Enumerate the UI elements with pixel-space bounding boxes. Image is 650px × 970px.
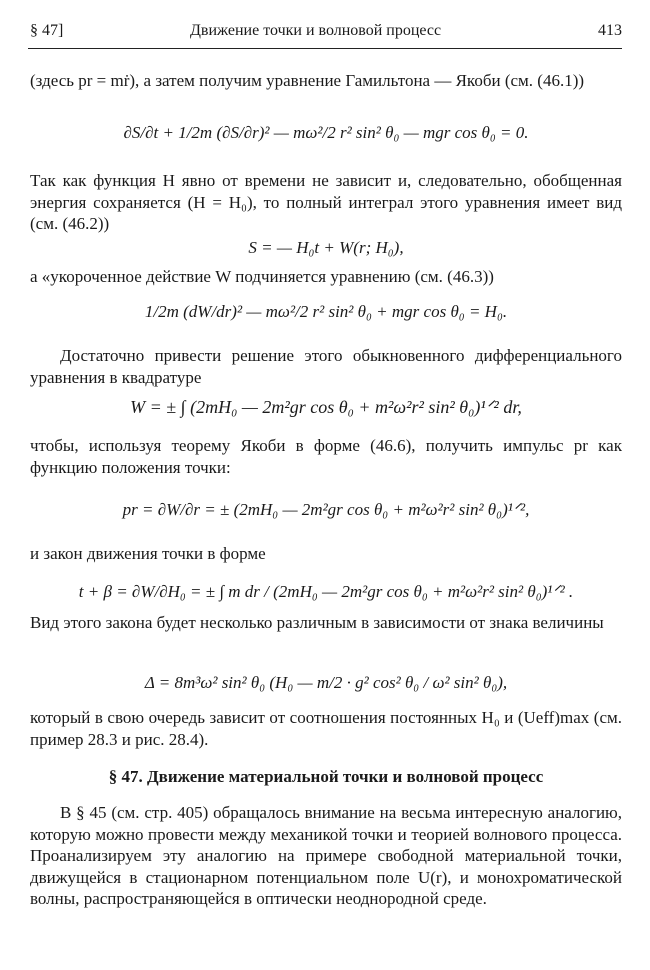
equation-full-integral: S = — H₀t + W(r; H₀),	[248, 238, 404, 257]
paragraph: чтобы, используя теорему Якоби в форме (46.6), получить импульс pr как функцию положения точки:	[30, 436, 622, 477]
equation-hamilton-jacobi: ∂S/∂t + 1/2m (∂S/∂r)² — mω²/2 r² sin² θ₀ — mgr cos θ₀ = 0.	[123, 123, 529, 142]
header-page-number: 413	[598, 22, 622, 39]
header-section: § 47]	[30, 22, 64, 39]
header-title: Движение точки и волновой процесс	[190, 22, 442, 39]
paragraph: а «укороченное действие W подчиняется уравнению (см. (46.3))	[30, 267, 494, 286]
paragraph: (здесь pr = mṙ), а затем получим уравнение Гамильтона — Якоби (см. (46.1))	[30, 71, 585, 90]
equation-delta: Δ = 8m³ω² sin² θ₀ (H₀ — m/2 · g² cos² θ₀ / ω² sin² θ₀),	[144, 673, 508, 692]
section-heading: § 47. Движение материальной точки и волновой процесс	[108, 767, 544, 786]
equation-law-of-motion: t + β = ∂W/∂H₀ = ± ∫ m dr / (2mH₀ — 2m²gr cos θ₀ + m²ω²r² sin² θ₀)¹ᐟ² .	[78, 582, 574, 601]
running-header	[30, 22, 622, 46]
equation-quadrature: W = ± ∫ (2mH₀ — 2m²gr cos θ₀ + m²ω²r² sin² θ₀)¹ᐟ² dr,	[130, 397, 522, 417]
header-rule	[28, 48, 622, 49]
paragraph: который в свою очередь зависит от соотношения постоянных H₀ и (Ueff)max (см. пример 28.3 и рис. 28.4).	[30, 708, 622, 749]
equation-reduced-action: 1/2m (dW/dr)² — mω²/2 r² sin² θ₀ + mgr cos θ₀ = H₀.	[144, 302, 508, 321]
paragraph: Так как функция H явно от времени не зависит и, следовательно, обобщенная энергия сохраняется (H = H₀), то полный интеграл этого уравнения имеет вид (см. (46.2))	[30, 171, 622, 233]
paragraph: В § 45 (см. стр. 405) обращалось внимание на весьма интересную аналогию, которую можно провести между механикой точки и теорией волнового процесса. Проанализируем эту аналогию на примере свободной материальной точки, движущейся в стационарном потенциальном поле U(r), и монохроматической волны, распространяющейся в оптически неоднородной среде.	[30, 803, 622, 908]
paragraph: и закон движения точки в форме	[30, 544, 266, 563]
paragraph: Вид этого закона будет несколько различным в зависимости от знака величины	[30, 613, 604, 632]
equation-momentum: pr = ∂W/∂r = ± (2mH₀ — 2m²gr cos θ₀ + m²ω²r² sin² θ₀)¹ᐟ²,	[122, 500, 530, 519]
paragraph: Достаточно привести решение этого обыкновенного дифференциального уравнения в квадратуре	[30, 346, 622, 387]
